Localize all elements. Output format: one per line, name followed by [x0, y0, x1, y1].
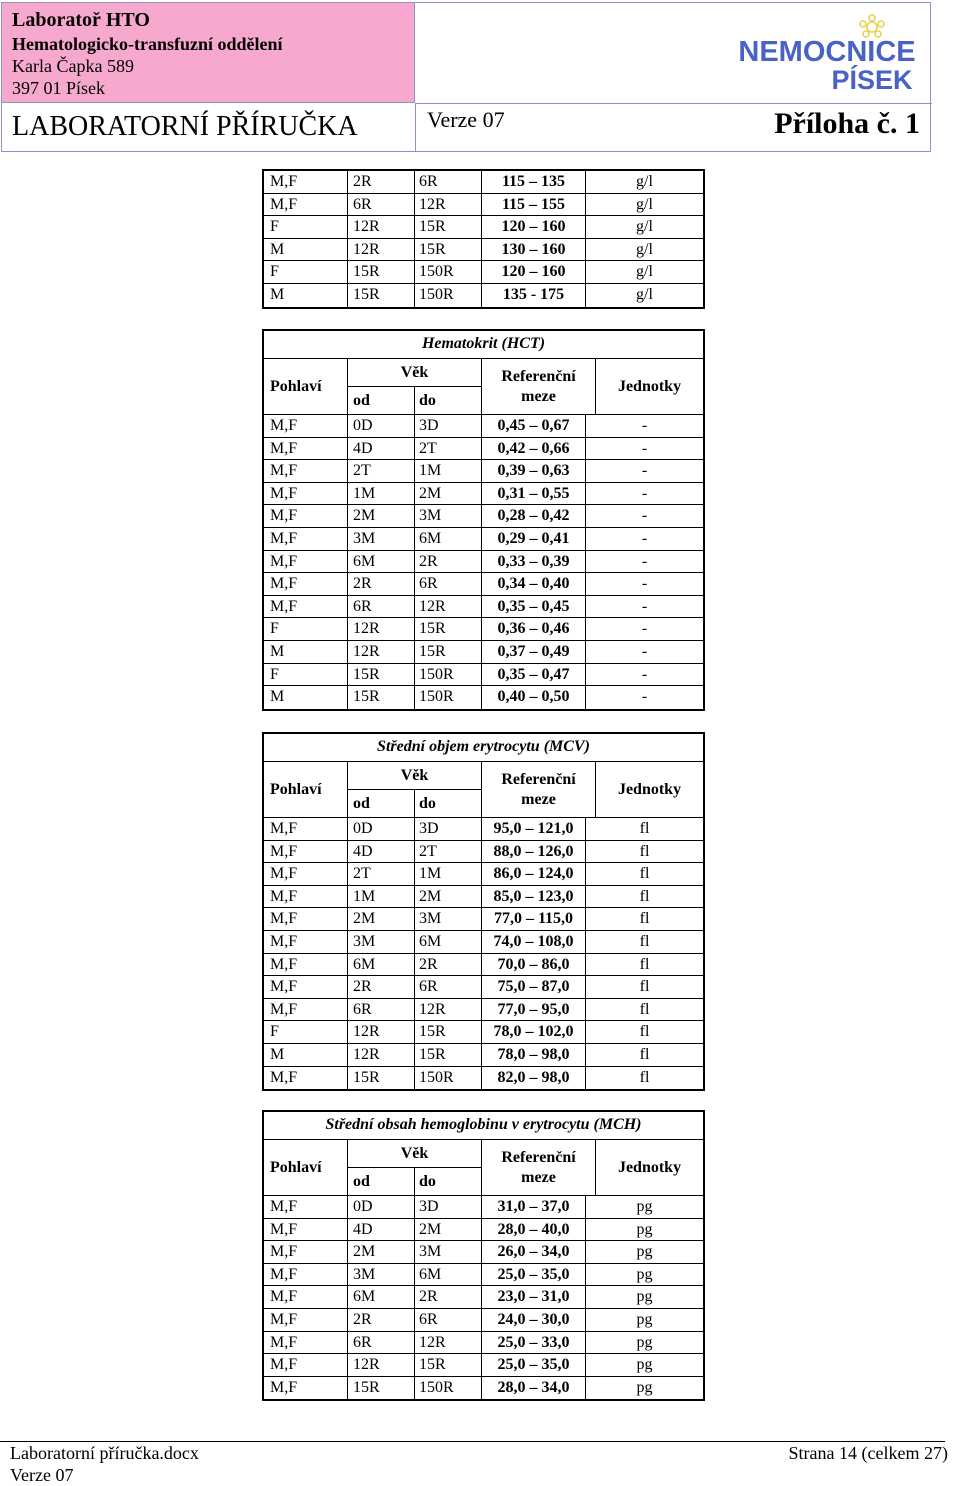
cell-age-from: 12R — [348, 216, 415, 238]
table-title: Střední obsah hemoglobinu v erytrocytu (MCH) — [264, 1112, 703, 1140]
table-row — [264, 1286, 703, 1309]
cell-age-from: 6M — [348, 551, 415, 573]
cell-sex: M,F — [264, 931, 348, 953]
cell-reference-range: 26,0 – 34,0 — [482, 1241, 586, 1263]
cell-units: fl — [639, 910, 650, 928]
cell-age-from: 3M — [348, 931, 415, 953]
cell-units: fl — [639, 1045, 650, 1063]
cell-age-to: 2T — [415, 841, 482, 863]
header-reference — [482, 359, 596, 414]
header-sex: Pohlaví — [264, 1140, 348, 1195]
table-row — [264, 931, 703, 954]
cell-sex: F — [264, 261, 348, 283]
header-address-block — [2, 3, 415, 103]
cell-reference-range: 0,35 – 0,47 — [482, 664, 586, 686]
table-row — [264, 1219, 703, 1242]
cell-age-from: 6R — [348, 1332, 415, 1354]
table-row — [264, 573, 703, 596]
cell-sex: M,F — [264, 171, 348, 193]
header-divider — [415, 103, 932, 104]
table-row — [264, 1196, 703, 1219]
cell-age-from: 1M — [348, 886, 415, 908]
cell-units: fl — [639, 1000, 650, 1018]
cell-age-to: 150R — [415, 1377, 482, 1400]
cell-age-from: 2R — [348, 573, 415, 595]
cell-reference-range: 0,40 – 0,50 — [482, 686, 586, 709]
cell-age-from: 6R — [348, 194, 415, 216]
cell-age-to: 1M — [415, 460, 482, 482]
cell-sex: M,F — [264, 908, 348, 930]
header-units: Jednotky — [617, 781, 682, 798]
cell-age-from: 3M — [348, 1264, 415, 1286]
cell-reference-range: 135 - 175 — [482, 284, 586, 307]
header-units: Jednotky — [617, 1159, 682, 1176]
cell-sex: M,F — [264, 528, 348, 550]
cell-age-from: 1M — [348, 483, 415, 505]
cell-reference-range: 130 – 160 — [482, 239, 586, 261]
cell-units: - — [641, 597, 648, 615]
header-units: Jednotky — [617, 378, 682, 395]
cell-age-to: 15R — [415, 216, 482, 238]
footer-divider — [0, 1441, 945, 1442]
cell-reference-range: 70,0 – 86,0 — [482, 954, 586, 976]
mcv-table — [262, 732, 705, 1091]
cell-age-to: 150R — [415, 686, 482, 709]
cell-sex: M,F — [264, 886, 348, 908]
header-age: Věk — [348, 1140, 482, 1168]
cell-units: - — [641, 665, 648, 683]
cell-age-from: 2M — [348, 908, 415, 930]
cell-age-to: 3D — [415, 818, 482, 840]
cell-reference-range: 74,0 – 108,0 — [482, 931, 586, 953]
header-to: do — [415, 387, 482, 415]
cell-units: fl — [639, 865, 650, 883]
table-row — [264, 686, 703, 709]
footer-page-number: Strana 14 (celkem 27) — [788, 1443, 948, 1463]
cell-sex: M,F — [264, 1264, 348, 1286]
cell-age-to: 3D — [415, 415, 482, 437]
cell-reference-range: 0,45 – 0,67 — [482, 415, 586, 437]
cell-age-to: 2M — [415, 483, 482, 505]
cell-age-from: 15R — [348, 261, 415, 283]
cell-reference-range: 78,0 – 102,0 — [482, 1021, 586, 1043]
cell-sex: F — [264, 216, 348, 238]
cell-age-to: 6R — [415, 976, 482, 998]
cell-age-from: 12R — [348, 641, 415, 663]
cell-age-to: 2R — [415, 1286, 482, 1308]
header-reference-line1: Referenční — [501, 1149, 576, 1166]
cell-units: pg — [636, 1333, 653, 1351]
header-to: do — [415, 790, 482, 818]
cell-sex: M — [264, 284, 348, 307]
table-row — [264, 194, 703, 217]
cell-reference-range: 24,0 – 30,0 — [482, 1309, 586, 1331]
cell-units: - — [641, 507, 648, 525]
cell-age-to: 2R — [415, 954, 482, 976]
cell-age-to: 6M — [415, 931, 482, 953]
cell-reference-range: 85,0 – 123,0 — [482, 886, 586, 908]
header-from: od — [348, 790, 415, 818]
cell-reference-range: 0,28 – 0,42 — [482, 505, 586, 527]
cell-age-to: 15R — [415, 641, 482, 663]
cell-age-from: 2R — [348, 171, 415, 193]
cell-age-from: 12R — [348, 1354, 415, 1376]
header-from: od — [348, 387, 415, 415]
cell-sex: M,F — [264, 415, 348, 437]
cell-age-to: 15R — [415, 1354, 482, 1376]
cell-units: pg — [636, 1243, 653, 1261]
hematocrit-table — [262, 329, 705, 711]
cell-age-to: 12R — [415, 194, 482, 216]
cell-age-from: 4D — [348, 438, 415, 460]
table-row — [264, 1044, 703, 1067]
table-row — [264, 460, 703, 483]
cell-units: fl — [639, 887, 650, 905]
cell-reference-range: 0,37 – 0,49 — [482, 641, 586, 663]
cell-sex: M,F — [264, 460, 348, 482]
cell-reference-range: 0,42 – 0,66 — [482, 438, 586, 460]
table-row — [264, 1067, 703, 1090]
table-row — [264, 954, 703, 977]
table-title: Střední objem erytrocytu (MCV) — [264, 734, 703, 762]
cell-age-to: 3M — [415, 908, 482, 930]
cell-units: pg — [636, 1310, 653, 1328]
cell-sex: M,F — [264, 841, 348, 863]
address-city: 397 01 Písek — [12, 78, 106, 98]
cell-sex: M,F — [264, 1286, 348, 1308]
table-row — [264, 1354, 703, 1377]
cell-units: pg — [636, 1356, 653, 1374]
header-reference-line2: meze — [521, 791, 556, 808]
cell-age-to: 3M — [415, 505, 482, 527]
cell-age-to: 12R — [415, 999, 482, 1021]
cell-sex: M — [264, 239, 348, 261]
cell-units: - — [641, 688, 648, 706]
department-name: Hematologicko-transfuzní oddělení — [12, 34, 283, 54]
cell-age-from: 6R — [348, 999, 415, 1021]
cell-reference-range: 115 – 155 — [482, 194, 586, 216]
cell-units: fl — [639, 1068, 650, 1086]
cell-units: - — [641, 575, 648, 593]
cell-age-to: 12R — [415, 596, 482, 618]
table-row — [264, 863, 703, 886]
table-row — [264, 1332, 703, 1355]
cell-reference-range: 28,0 – 34,0 — [482, 1377, 586, 1400]
hemoglobin-table-continuation — [262, 169, 705, 309]
cell-sex: M,F — [264, 551, 348, 573]
footer-filename: Laboratorní příručka.docx — [10, 1443, 199, 1463]
cell-age-from: 0D — [348, 415, 415, 437]
table-row — [264, 976, 703, 999]
cell-reference-range: 77,0 – 95,0 — [482, 999, 586, 1021]
cell-age-to: 15R — [415, 1044, 482, 1066]
cell-sex: M,F — [264, 505, 348, 527]
cell-age-from: 2T — [348, 863, 415, 885]
cell-sex: F — [264, 664, 348, 686]
cell-sex: M,F — [264, 596, 348, 618]
table-row — [264, 999, 703, 1022]
table-row — [264, 664, 703, 687]
header-reference-line2: meze — [521, 388, 556, 405]
header-to: do — [415, 1168, 482, 1196]
cell-sex: M — [264, 1044, 348, 1066]
cell-sex: M — [264, 686, 348, 709]
cell-reference-range: 0,31 – 0,55 — [482, 483, 586, 505]
cell-units: - — [641, 484, 648, 502]
cell-reference-range: 88,0 – 126,0 — [482, 841, 586, 863]
header-reference-line1: Referenční — [501, 368, 576, 385]
cell-sex: M,F — [264, 863, 348, 885]
cell-reference-range: 0,39 – 0,63 — [482, 460, 586, 482]
cell-units: g/l — [636, 173, 653, 190]
cell-units: - — [641, 462, 648, 480]
cell-units: fl — [639, 1023, 650, 1041]
table-row — [264, 171, 703, 194]
cell-age-to: 6R — [415, 1309, 482, 1331]
cell-age-to: 150R — [415, 261, 482, 283]
table-header — [264, 762, 703, 818]
cell-age-from: 12R — [348, 1044, 415, 1066]
cell-reference-range: 120 – 160 — [482, 261, 586, 283]
cell-sex: M,F — [264, 438, 348, 460]
cell-units: pg — [636, 1288, 653, 1306]
cell-sex: M — [264, 641, 348, 663]
cell-units: g/l — [636, 218, 653, 236]
cell-sex: M,F — [264, 1309, 348, 1331]
header-age: Věk — [348, 359, 482, 387]
cell-reference-range: 77,0 – 115,0 — [482, 908, 586, 930]
cell-reference-range: 25,0 – 33,0 — [482, 1332, 586, 1354]
cell-units: - — [641, 620, 648, 638]
cell-age-from: 15R — [348, 1377, 415, 1400]
cell-age-to: 2T — [415, 438, 482, 460]
cell-units: g/l — [636, 263, 653, 281]
cell-age-from: 15R — [348, 1067, 415, 1090]
cell-age-to: 2R — [415, 551, 482, 573]
cell-age-from: 2R — [348, 976, 415, 998]
cell-reference-range: 75,0 – 87,0 — [482, 976, 586, 998]
cell-sex: M,F — [264, 483, 348, 505]
table-header — [264, 359, 703, 415]
mch-table — [262, 1110, 705, 1401]
cell-age-to: 3D — [415, 1196, 482, 1218]
cell-age-to: 150R — [415, 284, 482, 307]
footer-version: Verze 07 — [10, 1465, 74, 1485]
cell-sex: M,F — [264, 1377, 348, 1400]
table-row — [264, 1021, 703, 1044]
cell-units: g/l — [636, 195, 653, 213]
cell-units: pg — [636, 1265, 653, 1283]
table-row — [264, 1264, 703, 1287]
cell-age-from: 2M — [348, 1241, 415, 1263]
cell-age-from: 12R — [348, 239, 415, 261]
header-divider-vertical — [415, 103, 416, 151]
appendix-label: Příloha č. 1 — [774, 107, 920, 140]
manual-title: LABORATORNÍ PŘÍRUČKA — [12, 111, 358, 142]
cell-reference-range: 115 – 135 — [482, 171, 586, 193]
cell-units: pg — [636, 1378, 653, 1396]
cell-units: fl — [639, 820, 650, 837]
table-row — [264, 1241, 703, 1264]
cell-sex: M,F — [264, 818, 348, 840]
header-reference — [482, 1140, 596, 1195]
cell-reference-range: 120 – 160 — [482, 216, 586, 238]
cell-age-to: 15R — [415, 618, 482, 640]
table-row — [264, 596, 703, 619]
cell-age-from: 2M — [348, 505, 415, 527]
table-row — [264, 438, 703, 461]
cell-reference-range: 23,0 – 31,0 — [482, 1286, 586, 1308]
cell-sex: M,F — [264, 1219, 348, 1241]
cell-units: fl — [639, 932, 650, 950]
table-row — [264, 618, 703, 641]
table-row — [264, 483, 703, 506]
cell-units: - — [641, 529, 648, 547]
cell-age-to: 1M — [415, 863, 482, 885]
table-row — [264, 239, 703, 262]
table-row — [264, 641, 703, 664]
cell-reference-range: 82,0 – 98,0 — [482, 1067, 586, 1090]
cell-age-from: 12R — [348, 1021, 415, 1043]
cell-age-from: 6R — [348, 596, 415, 618]
cell-age-to: 2M — [415, 1219, 482, 1241]
cell-units: fl — [639, 978, 650, 996]
cell-age-from: 2R — [348, 1309, 415, 1331]
cell-sex: M,F — [264, 976, 348, 998]
header-age: Věk — [348, 762, 482, 790]
header-version: Verze 07 — [427, 107, 505, 132]
cell-sex: F — [264, 618, 348, 640]
lab-name: Laboratoř HTO — [12, 9, 150, 31]
cell-reference-range: 95,0 – 121,0 — [482, 818, 586, 840]
header-sex: Pohlaví — [264, 359, 348, 414]
cell-age-to: 150R — [415, 664, 482, 686]
table-row — [264, 505, 703, 528]
cell-age-from: 6M — [348, 954, 415, 976]
cell-age-from: 15R — [348, 664, 415, 686]
table-row — [264, 1309, 703, 1332]
cell-age-to: 15R — [415, 239, 482, 261]
cell-age-from: 12R — [348, 618, 415, 640]
cell-sex: F — [264, 1021, 348, 1043]
cell-sex: M,F — [264, 1196, 348, 1218]
cell-reference-range: 31,0 – 37,0 — [482, 1196, 586, 1218]
header-reference — [482, 762, 596, 817]
cell-age-to: 12R — [415, 1332, 482, 1354]
cell-units: pg — [636, 1198, 653, 1215]
cell-units: - — [641, 552, 648, 570]
cell-sex: M,F — [264, 999, 348, 1021]
table-row — [264, 551, 703, 574]
cell-reference-range: 25,0 – 35,0 — [482, 1264, 586, 1286]
document-header — [1, 2, 931, 152]
cell-age-from: 4D — [348, 841, 415, 863]
table-row — [264, 216, 703, 239]
cell-age-to: 150R — [415, 1067, 482, 1090]
cell-reference-range: 0,29 – 0,41 — [482, 528, 586, 550]
cell-age-to: 15R — [415, 1021, 482, 1043]
header-sex: Pohlaví — [264, 762, 348, 817]
header-reference-line1: Referenční — [501, 771, 576, 788]
cell-units: - — [641, 417, 648, 434]
cell-sex: M,F — [264, 1067, 348, 1090]
cell-units: pg — [636, 1220, 653, 1238]
table-row — [264, 528, 703, 551]
cell-units: fl — [639, 842, 650, 860]
cell-age-from: 3M — [348, 528, 415, 550]
cell-age-to: 3M — [415, 1241, 482, 1263]
table-row — [264, 284, 703, 307]
cell-age-from: 2T — [348, 460, 415, 482]
cell-reference-range: 0,35 – 0,45 — [482, 596, 586, 618]
table-row — [264, 415, 703, 438]
cell-age-to: 2M — [415, 886, 482, 908]
table-header — [264, 1140, 703, 1196]
table-row — [264, 1377, 703, 1400]
cell-sex: M,F — [264, 1332, 348, 1354]
cell-units: g/l — [636, 285, 653, 303]
table-row — [264, 841, 703, 864]
cell-units: - — [641, 439, 648, 457]
sun-flower-icon — [860, 15, 884, 37]
logo-line-2: PÍSEK — [831, 65, 913, 93]
cell-units: g/l — [636, 240, 653, 258]
cell-sex: M,F — [264, 954, 348, 976]
cell-sex: M,F — [264, 573, 348, 595]
header-from: od — [348, 1168, 415, 1196]
cell-age-to: 6R — [415, 171, 482, 193]
cell-age-from: 0D — [348, 1196, 415, 1218]
cell-reference-range: 0,36 – 0,46 — [482, 618, 586, 640]
cell-sex: M,F — [264, 1354, 348, 1376]
cell-age-to: 6R — [415, 573, 482, 595]
cell-age-from: 4D — [348, 1219, 415, 1241]
table-row — [264, 886, 703, 909]
cell-reference-range: 78,0 – 98,0 — [482, 1044, 586, 1066]
address-street: Karla Čapka 589 — [12, 56, 134, 76]
table-row — [264, 818, 703, 841]
cell-reference-range: 0,34 – 0,40 — [482, 573, 586, 595]
cell-age-from: 15R — [348, 686, 415, 709]
logo-line-1: NEMOCNICE — [738, 36, 916, 68]
cell-sex: M,F — [264, 194, 348, 216]
cell-sex: M,F — [264, 1241, 348, 1263]
hospital-logo — [732, 13, 922, 93]
cell-age-to: 6M — [415, 528, 482, 550]
header-reference-line2: meze — [521, 1169, 556, 1186]
cell-reference-range: 25,0 – 35,0 — [482, 1354, 586, 1376]
cell-units: - — [641, 642, 648, 660]
cell-age-from: 0D — [348, 818, 415, 840]
table-row — [264, 261, 703, 284]
table-title: Hematokrit (HCT) — [264, 331, 703, 359]
cell-reference-range: 0,33 – 0,39 — [482, 551, 586, 573]
table-row — [264, 908, 703, 931]
cell-age-to: 6M — [415, 1264, 482, 1286]
cell-units: fl — [639, 955, 650, 973]
cell-age-from: 6M — [348, 1286, 415, 1308]
cell-reference-range: 28,0 – 40,0 — [482, 1219, 586, 1241]
cell-reference-range: 86,0 – 124,0 — [482, 863, 586, 885]
cell-age-from: 15R — [348, 284, 415, 307]
